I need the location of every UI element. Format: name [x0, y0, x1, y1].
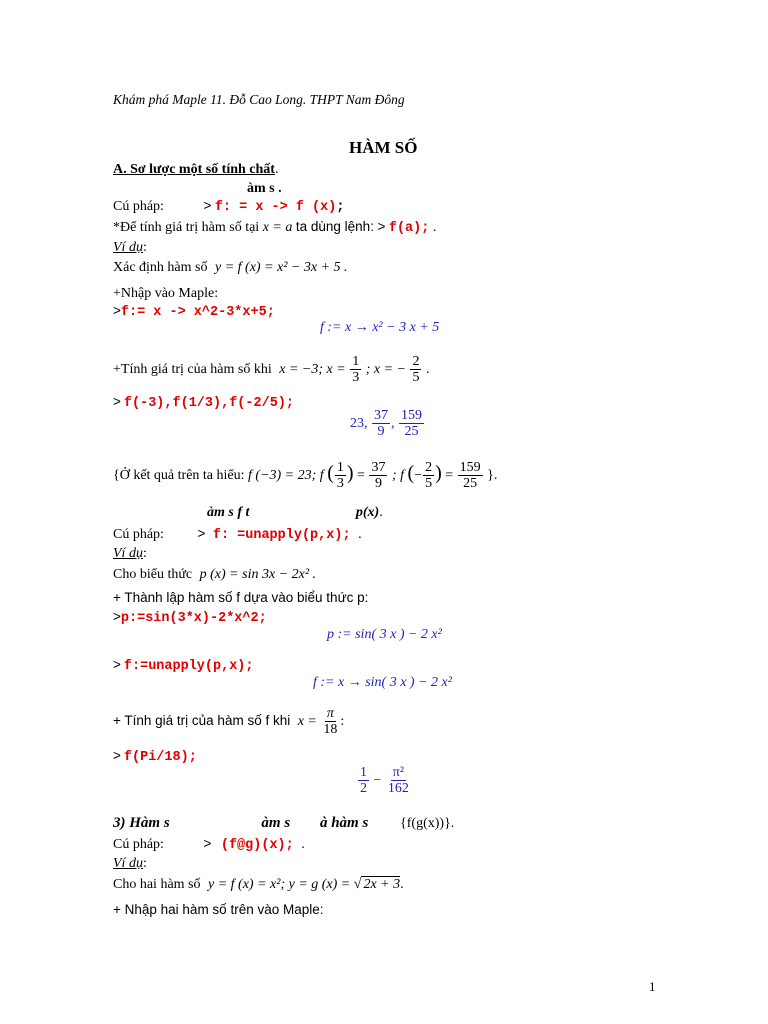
page-header: Khám phá Maple 11. Đỗ Cao Long. THPT Nam Đông	[113, 92, 405, 107]
example-definition: Xác định hàm số y = f (x) = x² − 3x + 5 .	[113, 260, 348, 275]
syntax-line-2: Cú pháp: > f: =unapply(p,x); .	[113, 526, 362, 543]
eval-instruction: *Để tính giá trị hàm số tại x = a ta dùng lệnh: > f(a); .	[113, 219, 437, 236]
code-eval: f(a);	[388, 221, 430, 236]
section-3-heading: 3) Hàm s àm s à hàm s {f(g(x))}.	[113, 815, 455, 831]
maple-input-4: > f:=unapply(p,x);	[113, 657, 254, 674]
maple-input-3: >p:=sin(3*x)-2*x^2;	[113, 609, 267, 626]
input-instruction-3: + Nhập hai hàm số trên vào Maple:	[113, 902, 324, 917]
maple-input-2: > f(-3),f(1/3),f(-2/5);	[113, 394, 295, 411]
page-number: 1	[649, 979, 656, 994]
result-interpretation: {Ở kết quả trên ta hiểu: f (−3) = 23; f ( $\frac{1}{3}$ ) = $\frac{37}{9}$ ; f (− $\frac{2}{5}$ ) = $\frac{159}{25}$ }.	[113, 460, 498, 492]
maple-input-1: >f:= x -> x^2-3*x+5;	[113, 303, 275, 320]
example-label-1: Ví dụ:	[113, 240, 147, 255]
calc-instruction: +Tính giá trị của hàm số khi x = −3; x = $\frac{1}{3}$ ; x = − $\frac{2}{5}$ .	[113, 354, 430, 386]
maple-input-5: > f(Pi/18);	[113, 748, 197, 765]
syntax-line-3: Cú pháp: > (f@g)(x); .	[113, 836, 305, 853]
maple-output-2: 23, $\frac{37}{9}$ , $\frac{159}{25}$	[350, 408, 422, 440]
code-unapply: f: =unapply(p,x);	[212, 528, 351, 543]
example-label-2: Ví dụ:	[113, 546, 147, 561]
input-label: +Nhập vào Maple:	[113, 286, 219, 301]
example-label-3: Ví dụ:	[113, 856, 147, 871]
maple-output-1: f := x → x² − 3 x + 5	[320, 320, 440, 335]
section-a-heading: A. Sơ lược một số tính chất.	[113, 162, 279, 177]
code-define-arrow: f: = x -> f (x)	[214, 200, 337, 215]
expression-definition: Cho biểu thức p (x) = sin 3x − 2x² .	[113, 567, 317, 582]
code-compose: (f@g)(x);	[220, 838, 294, 853]
functions-definition: Cho hai hàm số y = f (x) = x²; y = g (x) = √ 2x + 3.	[113, 877, 404, 892]
maple-output-3: p := sin( 3 x ) − 2 x²	[327, 627, 442, 642]
build-instruction: + Thành lập hàm số f dựa vào biểu thức p:	[113, 590, 369, 605]
page-title: HÀM SỐ	[349, 138, 418, 157]
maple-output-4: f := x → sin( 3 x ) − 2 x²	[313, 675, 452, 690]
calc-instruction-2: + Tính giá trị của hàm số f khi x = $\frac{\pi}{18}$ :	[113, 706, 345, 738]
maple-output-5: $\frac{1}{2}$ − $\frac{\text{π²}}{162}$	[360, 765, 409, 797]
syntax-line-1: Cú pháp: > f: = x -> f (x);	[113, 198, 345, 215]
section-1-heading-fragment: àm s .	[247, 181, 282, 196]
section-2-heading: àm s f t p(x).	[207, 505, 383, 520]
